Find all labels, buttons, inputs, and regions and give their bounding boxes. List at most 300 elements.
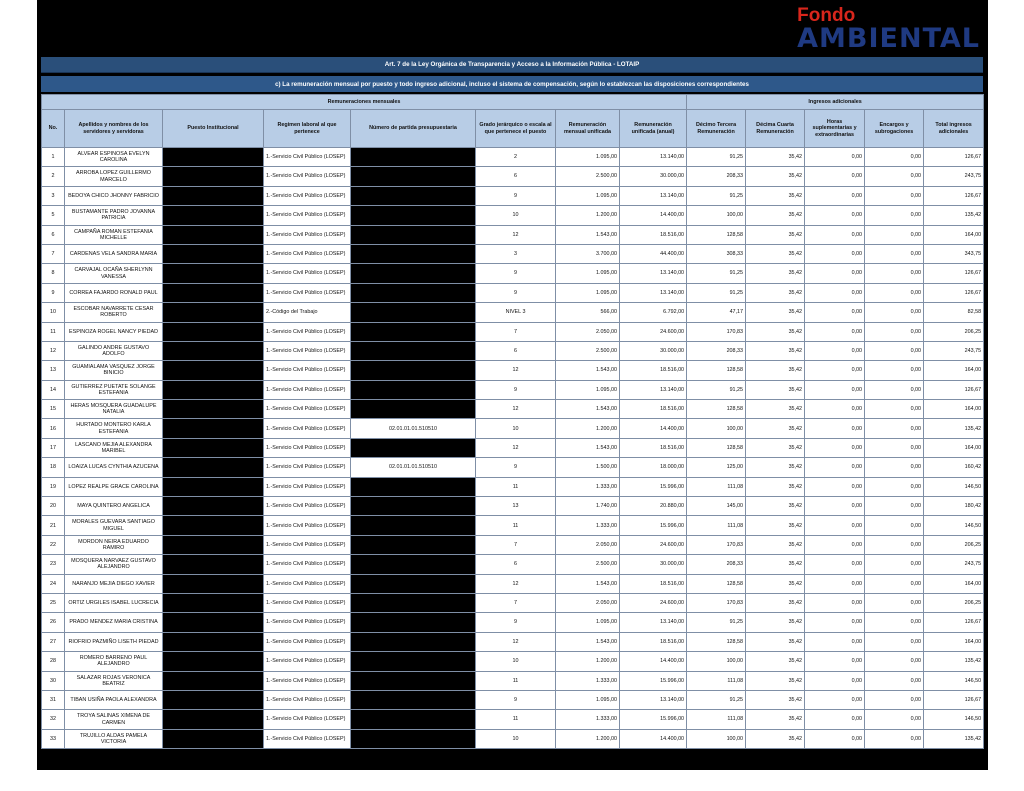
cell-horas: 0,00 [805, 148, 865, 167]
cell-regimen: 1.-Servicio Civil Público (LOSEP) [264, 400, 351, 419]
cell-name: ORTIZ URGILES ISABEL LUCRECIA [65, 593, 163, 612]
cell-no: 11 [42, 322, 65, 341]
cell-no: 1 [42, 148, 65, 167]
cell-no: 24 [42, 574, 65, 593]
cell-d14: 35,42 [746, 264, 805, 283]
cell-grado: 9 [476, 690, 556, 709]
cell-d14: 35,42 [746, 186, 805, 205]
cell-total: 126,67 [924, 690, 984, 709]
redacted-cell [163, 283, 264, 302]
cell-rmu: 1.333,00 [556, 477, 620, 496]
cell-anual: 24.600,00 [620, 322, 687, 341]
cell-grado: 12 [476, 225, 556, 244]
cell-d13: 111,08 [687, 516, 746, 535]
cell-d14: 35,42 [746, 283, 805, 302]
cell-anual: 14.400,00 [620, 652, 687, 671]
cell-total: 126,67 [924, 380, 984, 399]
cell-no: 17 [42, 438, 65, 457]
cell-d14: 35,42 [746, 632, 805, 651]
redacted-cell [163, 341, 264, 360]
cell-horas: 0,00 [805, 380, 865, 399]
table-row [42, 535, 984, 554]
cell-grado: 11 [476, 710, 556, 729]
table-row [42, 167, 984, 186]
cell-rmu: 1.095,00 [556, 380, 620, 399]
cell-name: GALINDO ANDRE GUSTAVO ADOLFO [65, 341, 163, 360]
cell-d14: 35,42 [746, 497, 805, 516]
cell-rmu: 1.095,00 [556, 690, 620, 709]
cell-rmu: 566,00 [556, 303, 620, 322]
cell-d13: 91,25 [687, 264, 746, 283]
cell-regimen: 2.-Código del Trabajo [264, 303, 351, 322]
cell-no: 13 [42, 361, 65, 380]
redacted-cell [163, 244, 264, 263]
cell-no: 14 [42, 380, 65, 399]
cell-encargos: 0,00 [865, 167, 924, 186]
cell-total: 206,25 [924, 535, 984, 554]
cell-total: 164,00 [924, 225, 984, 244]
redacted-cell [163, 419, 264, 438]
table-row [42, 225, 984, 244]
cell-name: LOPEZ REALPE GRACE CAROLINA [65, 477, 163, 496]
redacted-cell [163, 632, 264, 651]
cell-total: 164,00 [924, 438, 984, 457]
cell-anual: 14.400,00 [620, 419, 687, 438]
cell-rmu: 1.543,00 [556, 400, 620, 419]
cell-grado: 7 [476, 322, 556, 341]
cell-encargos: 0,00 [865, 729, 924, 748]
cell-no: 12 [42, 341, 65, 360]
column-header: Décimo Tercera Remuneración [687, 110, 746, 148]
cell-encargos: 0,00 [865, 574, 924, 593]
cell-horas: 0,00 [805, 729, 865, 748]
cell-grado: 11 [476, 477, 556, 496]
cell-grado: 12 [476, 438, 556, 457]
cell-horas: 0,00 [805, 710, 865, 729]
cell-d14: 35,42 [746, 516, 805, 535]
cell-encargos: 0,00 [865, 497, 924, 516]
redacted-cell [351, 535, 476, 554]
cell-encargos: 0,00 [865, 206, 924, 225]
cell-encargos: 0,00 [865, 632, 924, 651]
cell-rmu: 1.200,00 [556, 729, 620, 748]
cell-regimen: 1.-Servicio Civil Público (LOSEP) [264, 497, 351, 516]
cell-no: 15 [42, 400, 65, 419]
cell-anual: 13.140,00 [620, 186, 687, 205]
redacted-cell [163, 574, 264, 593]
cell-encargos: 0,00 [865, 652, 924, 671]
table-row [42, 555, 984, 574]
cell-encargos: 0,00 [865, 458, 924, 477]
column-header: Encargos y subrogaciones [865, 110, 924, 148]
redacted-cell [351, 690, 476, 709]
column-header: Remuneración mensual unificada [556, 110, 620, 148]
cell-horas: 0,00 [805, 477, 865, 496]
cell-regimen: 1.-Servicio Civil Público (LOSEP) [264, 361, 351, 380]
cell-no: 20 [42, 497, 65, 516]
document-subtitle: c) La remuneración mensual por puesto y todo ingreso adicional, incluso el sistema de compensación, según lo establezcan las disposiciones correspondientes [41, 76, 983, 92]
redacted-cell [351, 729, 476, 748]
cell-encargos: 0,00 [865, 419, 924, 438]
cell-no: 8 [42, 264, 65, 283]
cell-horas: 0,00 [805, 516, 865, 535]
cell-name: CAMPAÑA ROMAN ESTEFANIA MICHELLE [65, 225, 163, 244]
cell-regimen: 1.-Servicio Civil Público (LOSEP) [264, 652, 351, 671]
cell-d13: 128,58 [687, 225, 746, 244]
redacted-cell [351, 593, 476, 612]
cell-grado: 9 [476, 613, 556, 632]
redacted-cell [351, 225, 476, 244]
cell-d14: 35,42 [746, 244, 805, 263]
cell-horas: 0,00 [805, 186, 865, 205]
logo-line-2: AMBIENTAL [797, 23, 980, 54]
cell-d14: 35,42 [746, 690, 805, 709]
cell-no: 32 [42, 710, 65, 729]
cell-d14: 35,42 [746, 322, 805, 341]
cell-anual: 24.600,00 [620, 535, 687, 554]
redacted-cell [351, 516, 476, 535]
cell-encargos: 0,00 [865, 361, 924, 380]
cell-regimen: 1.-Servicio Civil Público (LOSEP) [264, 632, 351, 651]
cell-regimen: 1.-Servicio Civil Público (LOSEP) [264, 477, 351, 496]
cell-regimen: 1.-Servicio Civil Público (LOSEP) [264, 264, 351, 283]
cell-total: 164,00 [924, 574, 984, 593]
cell-d13: 111,08 [687, 710, 746, 729]
cell-partida: 02.01.01.01.510510 [351, 419, 476, 438]
cell-rmu: 2.500,00 [556, 167, 620, 186]
cell-d14: 35,42 [746, 652, 805, 671]
cell-grado: 7 [476, 535, 556, 554]
cell-d14: 35,42 [746, 303, 805, 322]
redacted-cell [351, 167, 476, 186]
cell-anual: 18.516,00 [620, 400, 687, 419]
cell-name: TROYA SALINAS XIMENA DE CARMEN [65, 710, 163, 729]
cell-no: 5 [42, 206, 65, 225]
cell-rmu: 2.050,00 [556, 535, 620, 554]
cell-regimen: 1.-Servicio Civil Público (LOSEP) [264, 186, 351, 205]
redacted-cell [163, 729, 264, 748]
cell-total: 164,00 [924, 400, 984, 419]
table-row [42, 671, 984, 690]
cell-horas: 0,00 [805, 303, 865, 322]
cell-regimen: 1.-Servicio Civil Público (LOSEP) [264, 458, 351, 477]
cell-grado: 7 [476, 593, 556, 612]
cell-d14: 35,42 [746, 593, 805, 612]
cell-d13: 100,00 [687, 206, 746, 225]
table-row [42, 380, 984, 399]
redacted-cell [351, 671, 476, 690]
cell-anual: 6.792,00 [620, 303, 687, 322]
cell-rmu: 1.095,00 [556, 186, 620, 205]
cell-grado: 11 [476, 671, 556, 690]
cell-d14: 35,42 [746, 574, 805, 593]
redacted-cell [351, 341, 476, 360]
cell-grado: 12 [476, 361, 556, 380]
redacted-cell [163, 322, 264, 341]
table-row [42, 186, 984, 205]
cell-name: PRADO MENDEZ MARIA CRISTINA [65, 613, 163, 632]
cell-anual: 18.516,00 [620, 438, 687, 457]
cell-no: 7 [42, 244, 65, 263]
redacted-cell [163, 206, 264, 225]
column-header: Puesto Institucional [163, 110, 264, 148]
cell-no: 9 [42, 283, 65, 302]
table-row [42, 303, 984, 322]
cell-d13: 111,08 [687, 671, 746, 690]
cell-rmu: 2.050,00 [556, 593, 620, 612]
table-row [42, 516, 984, 535]
section-remuneraciones: Remuneraciones mensuales [42, 95, 687, 110]
cell-rmu: 1.095,00 [556, 613, 620, 632]
cell-regimen: 1.-Servicio Civil Público (LOSEP) [264, 380, 351, 399]
cell-anual: 13.140,00 [620, 148, 687, 167]
column-header: Regimen laboral al que pertenece [264, 110, 351, 148]
redacted-cell [163, 361, 264, 380]
cell-name: MORALES GUEVARA SANTIAGO MIGUEL [65, 516, 163, 535]
redacted-cell [351, 497, 476, 516]
cell-name: MORDON NEIRA EDUARDO RAMIRO [65, 535, 163, 554]
cell-rmu: 2.500,00 [556, 555, 620, 574]
cell-anual: 13.140,00 [620, 283, 687, 302]
redacted-cell [163, 438, 264, 457]
redacted-cell [163, 516, 264, 535]
cell-name: RIOFRIO PAZMIÑO LISETH PIEDAD [65, 632, 163, 651]
cell-rmu: 1.095,00 [556, 264, 620, 283]
cell-d14: 35,42 [746, 361, 805, 380]
cell-no: 6 [42, 225, 65, 244]
cell-anual: 44.400,00 [620, 244, 687, 263]
cell-d14: 35,42 [746, 341, 805, 360]
cell-anual: 13.140,00 [620, 690, 687, 709]
redacted-cell [163, 535, 264, 554]
redacted-cell [351, 244, 476, 263]
cell-grado: 12 [476, 574, 556, 593]
cell-no: 28 [42, 652, 65, 671]
cell-grado: 10 [476, 419, 556, 438]
remuneration-table [41, 94, 984, 749]
cell-anual: 14.400,00 [620, 206, 687, 225]
cell-no: 10 [42, 303, 65, 322]
table-row [42, 283, 984, 302]
cell-name: BEDOYA CHICO JHONNY FABRICIO [65, 186, 163, 205]
table-row [42, 497, 984, 516]
redacted-cell [163, 458, 264, 477]
cell-regimen: 1.-Servicio Civil Público (LOSEP) [264, 167, 351, 186]
cell-d13: 208,33 [687, 555, 746, 574]
cell-regimen: 1.-Servicio Civil Público (LOSEP) [264, 671, 351, 690]
redacted-cell [351, 652, 476, 671]
cell-name: CORREA FAJARDO RONALD PAUL [65, 283, 163, 302]
cell-no: 23 [42, 555, 65, 574]
table-row [42, 341, 984, 360]
cell-name: NARANJO MEJIA DIEGO XAVIER [65, 574, 163, 593]
cell-d13: 125,00 [687, 458, 746, 477]
cell-d14: 35,42 [746, 167, 805, 186]
cell-rmu: 1.095,00 [556, 283, 620, 302]
cell-total: 146,50 [924, 477, 984, 496]
table-row [42, 613, 984, 632]
redacted-cell [351, 400, 476, 419]
cell-encargos: 0,00 [865, 516, 924, 535]
cell-regimen: 1.-Servicio Civil Público (LOSEP) [264, 438, 351, 457]
cell-grado: 3 [476, 244, 556, 263]
cell-total: 243,75 [924, 341, 984, 360]
cell-encargos: 0,00 [865, 186, 924, 205]
cell-d13: 128,58 [687, 400, 746, 419]
redacted-cell [163, 613, 264, 632]
cell-total: 243,75 [924, 555, 984, 574]
cell-d14: 35,42 [746, 555, 805, 574]
redacted-cell [163, 671, 264, 690]
redacted-cell [163, 555, 264, 574]
redacted-cell [163, 593, 264, 612]
cell-d13: 91,25 [687, 613, 746, 632]
redacted-cell [351, 380, 476, 399]
cell-no: 26 [42, 613, 65, 632]
cell-name: TRUJILLO ALDAS PAMELA VICTORIA [65, 729, 163, 748]
cell-name: HURTADO MONTERO KARLA ESTEFANIA [65, 419, 163, 438]
cell-horas: 0,00 [805, 361, 865, 380]
redacted-cell [163, 710, 264, 729]
redacted-cell [351, 303, 476, 322]
cell-horas: 0,00 [805, 283, 865, 302]
cell-rmu: 2.050,00 [556, 322, 620, 341]
redacted-cell [351, 477, 476, 496]
cell-name: ROMERO BARRENO PAUL ALEJANDRO [65, 652, 163, 671]
cell-anual: 18.516,00 [620, 361, 687, 380]
cell-grado: NIVEL 3 [476, 303, 556, 322]
cell-regimen: 1.-Servicio Civil Público (LOSEP) [264, 710, 351, 729]
table-row [42, 148, 984, 167]
cell-name: CARVAJAL OCAÑA SHERLYNN VANESSA [65, 264, 163, 283]
table-row [42, 652, 984, 671]
redacted-cell [163, 186, 264, 205]
column-header: Apellidos y nombres de los servidores y servidoras [65, 110, 163, 148]
cell-horas: 0,00 [805, 652, 865, 671]
cell-name: ALVEAR ESPINOSA EVELYN CAROLINA [65, 148, 163, 167]
cell-regimen: 1.-Servicio Civil Público (LOSEP) [264, 341, 351, 360]
table-row [42, 574, 984, 593]
cell-total: 126,67 [924, 186, 984, 205]
cell-anual: 15.996,00 [620, 516, 687, 535]
cell-total: 206,25 [924, 322, 984, 341]
cell-grado: 6 [476, 555, 556, 574]
cell-total: 206,25 [924, 593, 984, 612]
cell-grado: 10 [476, 729, 556, 748]
cell-horas: 0,00 [805, 322, 865, 341]
redacted-cell [163, 690, 264, 709]
column-header: Décima Cuarta Remuneración [746, 110, 805, 148]
cell-grado: 9 [476, 380, 556, 399]
table-row [42, 593, 984, 612]
cell-d13: 128,58 [687, 632, 746, 651]
cell-horas: 0,00 [805, 438, 865, 457]
cell-horas: 0,00 [805, 555, 865, 574]
cell-anual: 18.516,00 [620, 574, 687, 593]
cell-rmu: 1.543,00 [556, 574, 620, 593]
cell-d14: 35,42 [746, 438, 805, 457]
cell-encargos: 0,00 [865, 148, 924, 167]
cell-rmu: 1.333,00 [556, 671, 620, 690]
redacted-cell [163, 225, 264, 244]
cell-grado: 2 [476, 148, 556, 167]
cell-rmu: 1.740,00 [556, 497, 620, 516]
cell-grado: 9 [476, 458, 556, 477]
cell-no: 33 [42, 729, 65, 748]
redacted-cell [163, 497, 264, 516]
cell-grado: 9 [476, 283, 556, 302]
cell-partida: 02.01.01.01.510510 [351, 458, 476, 477]
cell-encargos: 0,00 [865, 593, 924, 612]
cell-total: 135,42 [924, 729, 984, 748]
redacted-cell [163, 380, 264, 399]
cell-grado: 6 [476, 167, 556, 186]
table-row [42, 322, 984, 341]
cell-name: GUTIERREZ PUETATE SOLANGE ESTEFANIA [65, 380, 163, 399]
cell-total: 160,42 [924, 458, 984, 477]
cell-no: 21 [42, 516, 65, 535]
cell-regimen: 1.-Servicio Civil Público (LOSEP) [264, 729, 351, 748]
cell-d14: 35,42 [746, 458, 805, 477]
cell-rmu: 3.700,00 [556, 244, 620, 263]
cell-encargos: 0,00 [865, 225, 924, 244]
cell-d14: 35,42 [746, 380, 805, 399]
cell-d14: 35,42 [746, 671, 805, 690]
table-row [42, 206, 984, 225]
table-row [42, 632, 984, 651]
cell-anual: 30.000,00 [620, 341, 687, 360]
cell-no: 25 [42, 593, 65, 612]
cell-no: 2 [42, 167, 65, 186]
redacted-cell [351, 574, 476, 593]
cell-d13: 100,00 [687, 652, 746, 671]
cell-total: 146,50 [924, 671, 984, 690]
cell-horas: 0,00 [805, 671, 865, 690]
column-header: Horas suplementarias y extraordinarias [805, 110, 865, 148]
cell-anual: 13.140,00 [620, 264, 687, 283]
cell-d14: 35,42 [746, 400, 805, 419]
cell-encargos: 0,00 [865, 671, 924, 690]
cell-total: 135,42 [924, 419, 984, 438]
cell-d14: 35,42 [746, 535, 805, 554]
cell-horas: 0,00 [805, 574, 865, 593]
cell-no: 27 [42, 632, 65, 651]
table-row [42, 264, 984, 283]
cell-total: 243,75 [924, 167, 984, 186]
redacted-cell [163, 264, 264, 283]
cell-anual: 18.516,00 [620, 225, 687, 244]
cell-rmu: 1.200,00 [556, 419, 620, 438]
cell-anual: 18.000,00 [620, 458, 687, 477]
cell-name: SALAZAR ROJAS VERONICA BEATRIZ [65, 671, 163, 690]
redacted-cell [351, 361, 476, 380]
cell-anual: 20.880,00 [620, 497, 687, 516]
cell-rmu: 1.333,00 [556, 710, 620, 729]
cell-no: 18 [42, 458, 65, 477]
fondo-ambiental-logo [797, 6, 980, 52]
cell-d14: 35,42 [746, 477, 805, 496]
cell-name: CARDENAS VELA SANDRA MARIA [65, 244, 163, 263]
cell-rmu: 1.543,00 [556, 632, 620, 651]
cell-rmu: 1.543,00 [556, 438, 620, 457]
cell-grado: 10 [476, 206, 556, 225]
column-header: Número de partida presupuestaria [351, 110, 476, 148]
cell-horas: 0,00 [805, 244, 865, 263]
redacted-cell [351, 206, 476, 225]
cell-name: HERAS MOSQUERA GUADALUPE NATALIA [65, 400, 163, 419]
cell-total: 126,67 [924, 613, 984, 632]
redacted-cell [351, 322, 476, 341]
